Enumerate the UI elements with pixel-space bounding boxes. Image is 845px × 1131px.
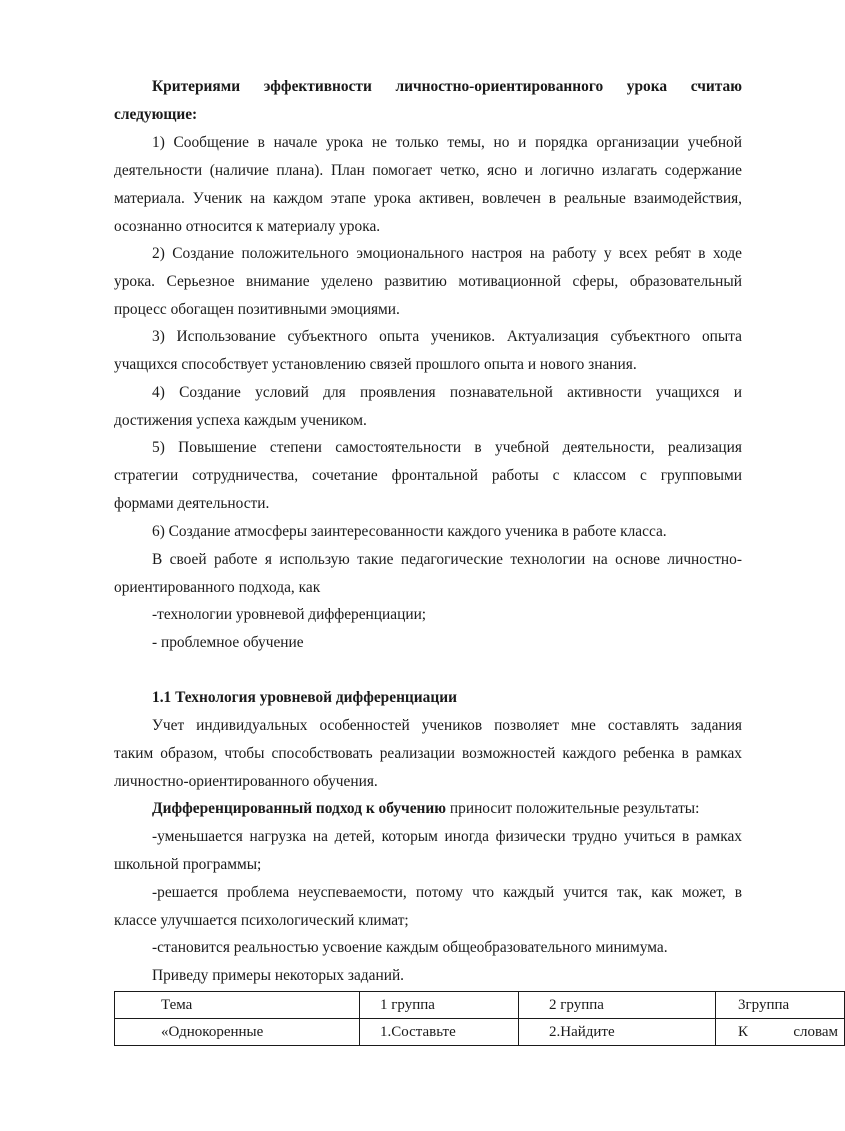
paragraph-line: Приведу примеры некоторых заданий. bbox=[152, 967, 405, 984]
criteria-title-line-2: следующие: bbox=[114, 106, 198, 123]
paragraph-line: стратегии сотрудничества, сочетание фронтальной работы с классом с групповыми bbox=[114, 467, 742, 484]
bold-phrase: Дифференцированный подход к обучению bbox=[152, 800, 447, 817]
paragraph-line: -решается проблема неуспеваемости, потому что каждый учится так, как может, в bbox=[152, 884, 742, 901]
section-heading: 1.1 Технология уровневой дифференциации bbox=[152, 689, 457, 706]
table-header-row bbox=[115, 992, 845, 1019]
table-cell-text: словам bbox=[793, 1023, 838, 1040]
paragraph-line: -становится реальностью усвоение каждым общеобразовательного минимума. bbox=[152, 939, 668, 956]
table-header-cell: Тема bbox=[115, 992, 360, 1019]
paragraph-line: 3) Использование субъектного опыта учеников. Актуализация субъектного опыта bbox=[152, 328, 742, 345]
criteria-title-line-1: Критериями эффективности личностно-ориентированного урока считаю bbox=[152, 78, 742, 95]
table-header-cell: 2 группа bbox=[519, 992, 716, 1019]
paragraph-line: 5) Повышение степени самостоятельности в учебной деятельности, реализация bbox=[152, 439, 742, 456]
tasks-table bbox=[114, 991, 845, 1046]
paragraph-line: деятельности (наличие плана). План помогает четко, ясно и логично излагать содержание bbox=[114, 162, 742, 179]
paragraph-line: классе улучшается психологический климат; bbox=[114, 912, 409, 929]
paragraph-line: -уменьшается нагрузка на детей, которым иногда физически трудно учиться в рамках bbox=[152, 828, 742, 845]
paragraph-line: 1) Сообщение в начале урока не только темы, но и порядка организации учебной bbox=[152, 134, 742, 151]
table-cell: 1.Составьте bbox=[360, 1019, 519, 1046]
list-item: - проблемное обучение bbox=[152, 634, 304, 651]
paragraph-line: личностно-ориентированного обучения. bbox=[114, 773, 378, 790]
paragraph-line: формами деятельности. bbox=[114, 495, 270, 512]
paragraph-line: таким образом, чтобы способствовать реализации возможностей каждого ребенка в рамках bbox=[114, 745, 742, 762]
paragraph-line: процесс обогащен позитивными эмоциями. bbox=[114, 301, 400, 318]
paragraph-line: материала. Ученик на каждом этапе урока активен, вовлечен в реальные взаимодействия, bbox=[114, 190, 742, 207]
paragraph-line: 6) Создание атмосферы заинтересованности каждого ученика в работе класса. bbox=[152, 523, 667, 540]
paragraph-line: урока. Серьезное внимание уделено развитию мотивационной сферы, образовательный bbox=[114, 273, 742, 290]
paragraph-text: приносит положительные результаты: bbox=[446, 800, 700, 817]
paragraph-line: ориентированного подхода, как bbox=[114, 579, 321, 596]
paragraph-line: 2) Создание положительного эмоционального настроя на работу у всех ребят в ходе bbox=[152, 245, 742, 262]
paragraph-line bbox=[152, 799, 742, 819]
table-cell: «Однокоренные bbox=[115, 1019, 360, 1046]
paragraph-line: учащихся способствует установлению связей прошлого опыта и нового знания. bbox=[114, 356, 637, 373]
table-cell-text: К bbox=[738, 1023, 749, 1040]
table-cell: 2.Найдите bbox=[519, 1019, 716, 1046]
paragraph-line: 4) Создание условий для проявления познавательной активности учащихся и bbox=[152, 384, 742, 401]
table-header-cell: 1 группа bbox=[360, 992, 519, 1019]
table-cell bbox=[716, 1019, 845, 1046]
paragraph-line: достижения успеха каждым учеником. bbox=[114, 412, 367, 429]
paragraph-line: В своей работе я использую такие педагогические технологии на основе личностно- bbox=[152, 551, 742, 568]
paragraph-line: Учет индивидуальных особенностей учеников позволяет мне составлять задания bbox=[152, 717, 742, 734]
table-header-cell: 3группа bbox=[716, 992, 845, 1019]
table-row bbox=[115, 1019, 845, 1046]
list-item: -технологии уровневой дифференциации; bbox=[152, 606, 427, 623]
paragraph-line: школьной программы; bbox=[114, 856, 262, 873]
paragraph-line: осознанно относится к материалу урока. bbox=[114, 218, 381, 235]
